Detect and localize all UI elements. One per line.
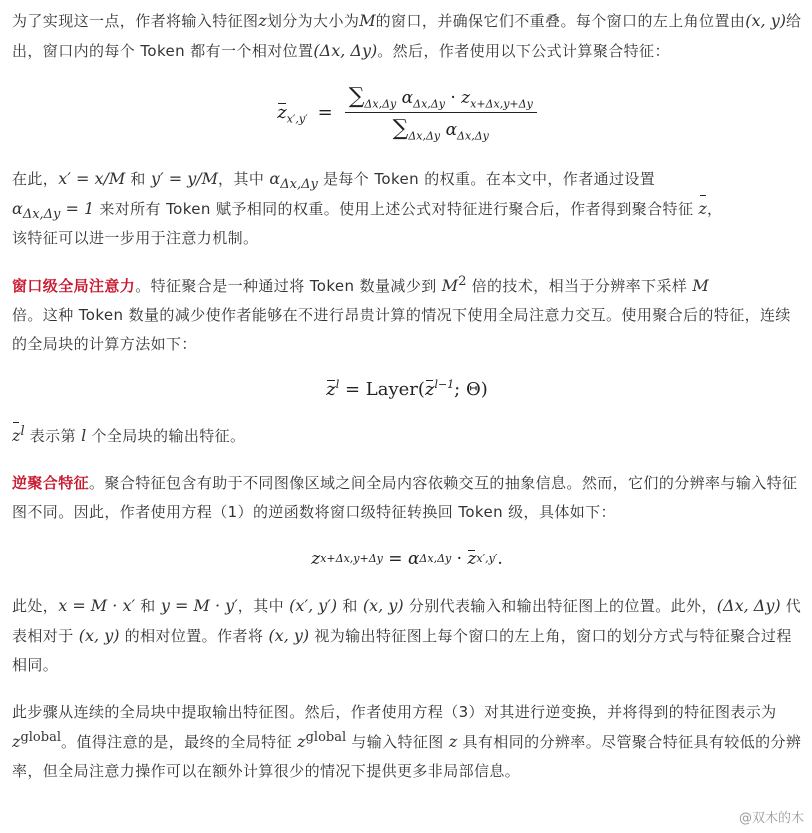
formula-layer (12, 363, 802, 415)
text: 给出，窗口内的每个 Token 都有一个相对位置 (12, 12, 802, 60)
text: 该特征可以进一步用于注意力机制。 (12, 229, 259, 247)
formula-zbar: z (467, 549, 477, 569)
paragraph-output-feature (12, 698, 802, 786)
text: 和 (125, 170, 151, 188)
math-alpha-sub: Δx,Δy (22, 207, 61, 222)
formula-layer-fn: Layer (365, 378, 418, 400)
math-dxdy: (Δx, Δy) (313, 41, 378, 60)
math-sup: 2 (458, 274, 467, 289)
math-zbar: z (12, 421, 20, 450)
text: ， (706, 200, 723, 218)
formula-lhs-sub: x′,y′ (286, 112, 308, 126)
section-heading: 逆聚合特征 (12, 474, 90, 492)
math-alpha-sub: Δx,Δy (280, 177, 318, 192)
text: 倍。这种 Token 数量的减少使作者能够在不进行昂贵计算的情况下使用全局注意力交互。使用聚合后的特征，连续的全局块的计算方法如下： (12, 306, 791, 353)
sum-sub: Δx,Δy (408, 128, 441, 142)
text: 具有相同的分辨率。尽管聚合特征具有较低的分辨率，但全局注意力操作可以在额外计算很少的情况下提供更多非局部信息。 (12, 733, 802, 780)
text: 表示第 (24, 427, 82, 445)
math-z: z (448, 732, 458, 751)
math-sup: global (20, 730, 61, 745)
math-xy: (x, y) (268, 626, 310, 645)
formula-aggregation (12, 72, 802, 152)
text: 代表相对于 (12, 597, 802, 645)
text: ，其中 (237, 597, 290, 615)
sum-sub: Δx,Δy (364, 96, 397, 110)
formula-inverse: z x+Δx,y+Δy = α Δx,Δy · z x′,y′ . (311, 549, 503, 569)
formula-lhs-sup: l (335, 377, 340, 391)
math-xy: (x, y) (745, 11, 786, 30)
text: 。值得注意的是，最终的全局特征 (60, 733, 298, 751)
math-xy: (x, y) (78, 626, 120, 645)
math-xprime: x′ = x/M (58, 169, 126, 188)
alpha-sub: Δx,Δy (457, 128, 489, 142)
paragraph-positions (12, 591, 802, 680)
dot: · (450, 87, 456, 108)
text: 和 (337, 597, 363, 615)
watermark: @双木的木 (738, 811, 804, 826)
text: 。特征聚合是一种通过将 Token 数量减少到 (135, 277, 442, 295)
text: 在此， (12, 170, 59, 188)
formula-dot: · (451, 549, 468, 569)
text: 和 (135, 597, 161, 615)
formula-denominator (389, 113, 493, 141)
text: 的窗口，并确保它们不重叠。每个窗口的左上角位置由 (375, 12, 746, 30)
math-dxdy: (Δx, Δy) (716, 596, 781, 615)
formula-lhs-z: z (326, 378, 336, 400)
text: 为了实现这一点，作者将输入特征图 (12, 12, 259, 30)
text: 视为输出特征图上每个窗口的左上角，窗口的划分方式与特征聚合过程相同。 (12, 627, 792, 674)
math-alpha: α (269, 169, 281, 188)
formula-equals: = (382, 549, 408, 569)
formula-numerator (345, 84, 537, 113)
math-l: l (81, 426, 87, 445)
formula-z: z (311, 549, 321, 569)
text: 是每个 Token 的权重。在本文中，作者通过设置 (317, 170, 656, 188)
paragraph-window-partition (12, 6, 802, 66)
text: 与输入特征图 (346, 733, 449, 751)
alpha: α (401, 87, 414, 108)
section-heading: 窗口级全局注意力 (12, 277, 136, 295)
text: 个全局块的输出特征。 (86, 427, 246, 445)
math-sup: global (305, 730, 347, 745)
formula-equals: = (339, 378, 366, 400)
text: 此步骤从连续的全局块中提取输出特征图。然后，作者使用方程（3）对其进行逆变换，并将得到的特征图表示为 (12, 703, 777, 721)
text: ，其中 (218, 170, 270, 188)
text: 来对所有 Token 赋予相同的权重。使用上述公式对特征进行聚合后，作者得到聚合特征 (94, 200, 699, 218)
math-x: x = M · x′ (58, 596, 136, 615)
formula-rest: ; Θ) (454, 378, 488, 400)
paragraph-weights (12, 164, 802, 253)
z: z (461, 87, 471, 108)
math-alpha: α (12, 199, 23, 218)
math-z: z (258, 11, 267, 30)
formula-paren: ( (417, 378, 425, 400)
sum-sign: ∑ (392, 115, 409, 141)
formula-lhs-z: z (277, 101, 287, 123)
paragraph-inverse-aggregation (12, 469, 802, 527)
formula-fraction (345, 84, 537, 141)
text: 分别代表输入和输出特征图上的位置。此外， (403, 597, 717, 615)
formula-arg-z: z (424, 378, 435, 400)
math-z: z (12, 732, 21, 751)
formula-equals: = (317, 101, 333, 123)
math-xpyp: (x′, y′) (289, 596, 338, 615)
text: 此处， (12, 597, 59, 615)
math-zbar: z (699, 194, 707, 223)
math-equals-one: = 1 (60, 199, 95, 218)
text: 倍的技术，相当于分辨率下采样 (466, 277, 693, 295)
sum-sign: ∑ (348, 83, 365, 109)
text: 划分为大小为 (266, 12, 360, 30)
formula-arg-sup: l−1 (434, 377, 455, 391)
math-M: M (692, 276, 709, 295)
math-y: y = M · y′ (160, 596, 238, 615)
alpha-sub: Δx,Δy (413, 96, 445, 110)
math-sup: l (20, 424, 25, 439)
math-z: z (297, 732, 306, 751)
text: 的相对位置。作者将 (119, 627, 269, 645)
alpha: α (445, 119, 458, 140)
text: 。然后，作者使用以下公式计算聚合特征： (377, 42, 670, 60)
formula-alpha: α (407, 549, 420, 569)
math-xy: (x, y) (362, 596, 404, 615)
paragraph-window-global-attention (12, 271, 802, 359)
paragraph-global-block-output (12, 421, 802, 451)
formula-period: . (497, 549, 503, 569)
math-M: M (359, 11, 376, 30)
z-sub: x+Δx,y+Δy (470, 96, 533, 110)
text: 。聚合特征包含有助于不同图像区域之间全局内容依赖交互的抽象信息。然而，它们的分辨率与输入特征图不同。因此，作者使用方程（1）的逆函数将窗口级特征转换回 Token 级，具体如下： (12, 474, 798, 521)
math-yprime: y′ = y/M (150, 169, 219, 188)
math-M: M (441, 276, 459, 295)
